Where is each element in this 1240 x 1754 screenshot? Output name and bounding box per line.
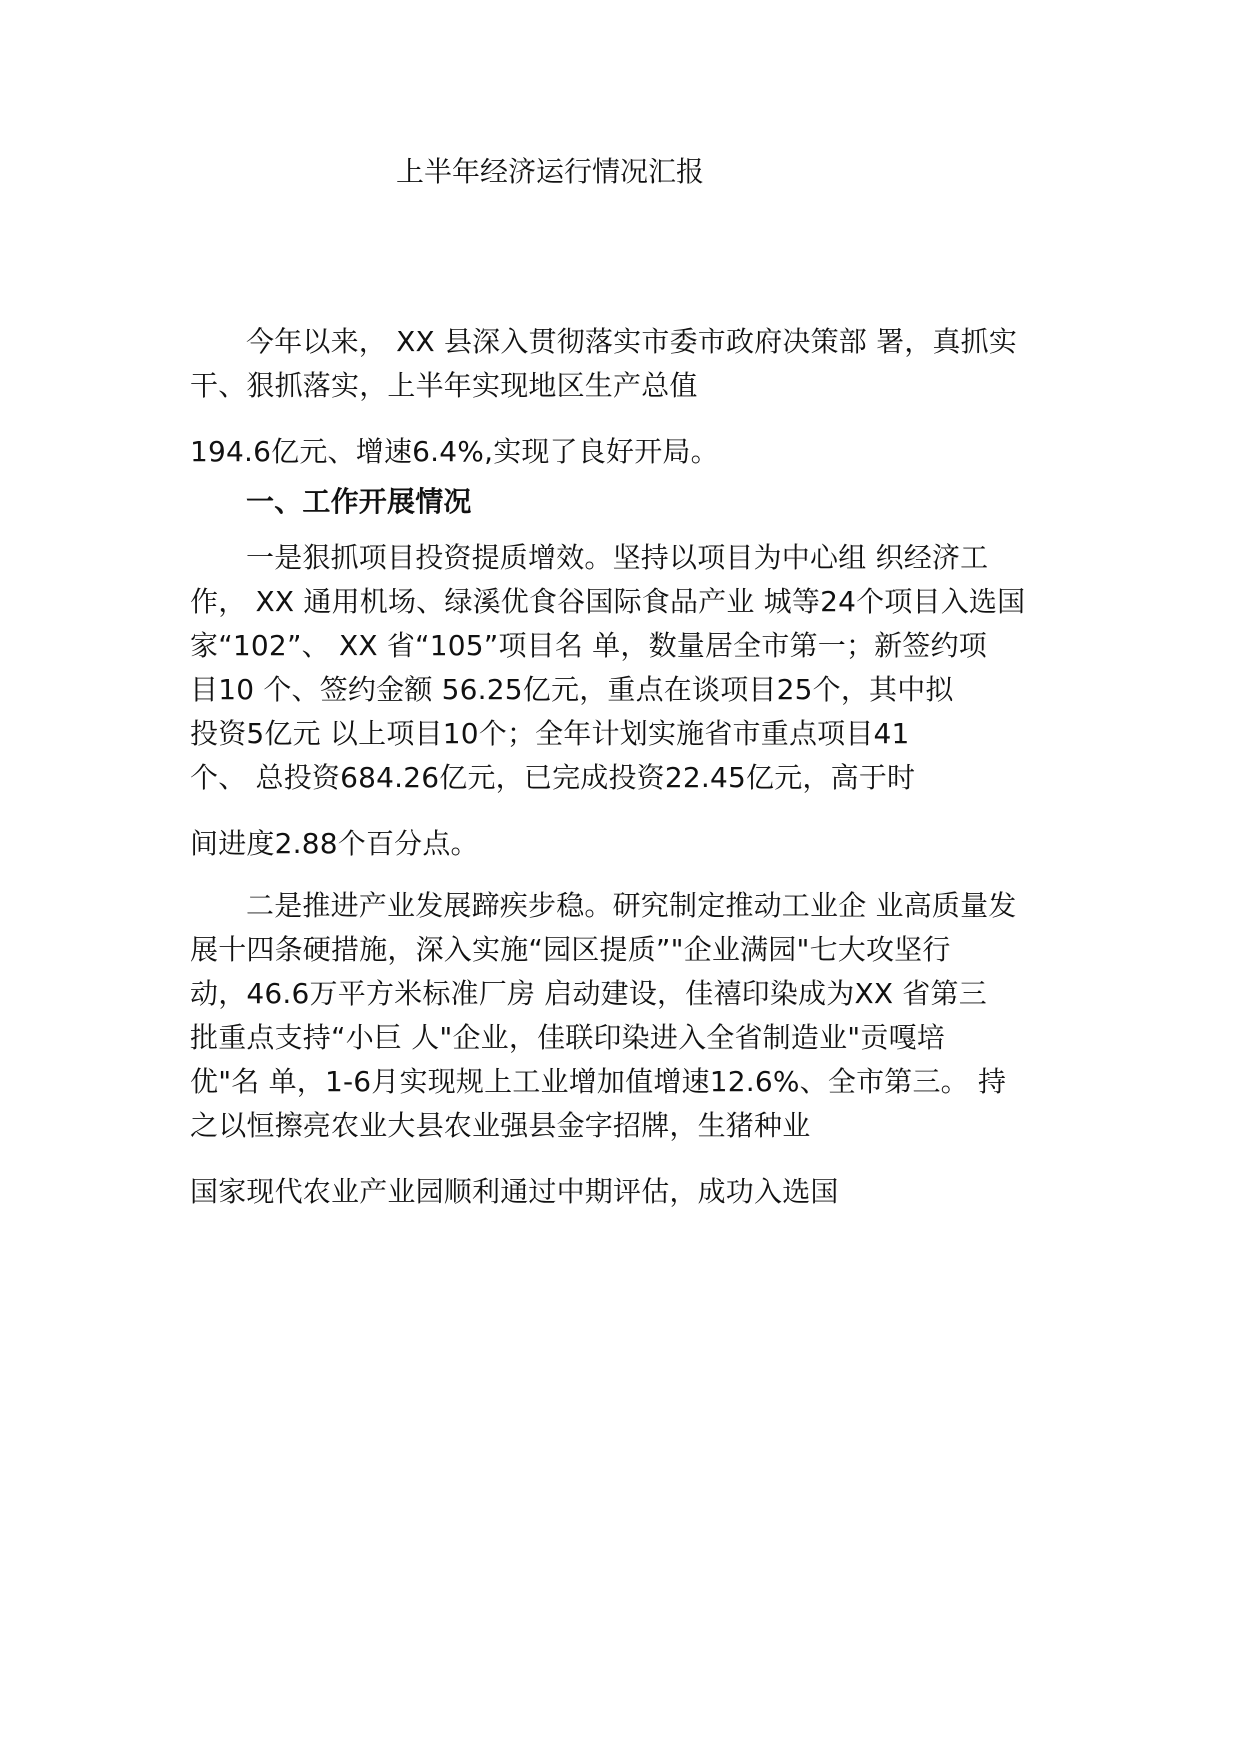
paragraph-line: 之以恒擦亮农业大县农业强县金字招牌，生猪种业 [190, 1109, 811, 1142]
paragraph-line: 194.6亿元、增速6.4%,实现了良好开局。 [190, 435, 719, 468]
paragraph-line: 展十四条硬措施，深入实施“园区提质”"企业满园"七大攻坚行 [190, 933, 951, 966]
paragraph-line: 批重点支持“小巨 人"企业，佳联印染进入全省制造业"贡嘎培 [190, 1021, 945, 1054]
paragraph-line: 投资5亿元 以上项目10个；全年计划实施省市重点项目41 [190, 717, 910, 750]
paragraph-line: 家“102”、 XX 省“105”项目名 单，数量居全市第一；新签约项 [190, 629, 987, 662]
paragraph-line: 作， XX 通用机场、绿溪优食谷国际食品产业 城等24个项目入选国 [190, 585, 1026, 618]
paragraph-line: 国家现代农业产业园顺利通过中期评估，成功入选国 [190, 1175, 839, 1208]
document-title: 上半年经济运行情况汇报 [396, 155, 705, 188]
section-heading: 一、工作开展情况 [246, 485, 472, 518]
paragraph-line: 二是推进产业发展蹄疾步稳。研究制定推动工业企 业高质量发 [246, 889, 1017, 922]
paragraph-line: 今年以来， XX 县深入贯彻落实市委市政府决策部 署，真抓实 [246, 325, 1018, 358]
paragraph-line: 目10 个、签约金额 56.25亿元，重点在谈项目25个，其中拟 [190, 673, 954, 706]
paragraph-line: 动，46.6万平方米标准厂房 启动建设，佳禧印染成为XX 省第三 [190, 977, 987, 1010]
paragraph-line: 优"名 单，1-6月实现规上工业增加值增速12.6%、全市第三。 持 [190, 1065, 1007, 1098]
paragraph-line: 干、狠抓落实，上半年实现地区生产总值 [190, 369, 698, 402]
paragraph-line: 间进度2.88个百分点。 [190, 827, 479, 860]
paragraph-line: 个、 总投资684.26亿元，已完成投资22.45亿元，高于时 [190, 761, 916, 794]
paragraph-line: 一是狠抓项目投资提质增效。坚持以项目为中心组 织经济工 [246, 541, 989, 574]
